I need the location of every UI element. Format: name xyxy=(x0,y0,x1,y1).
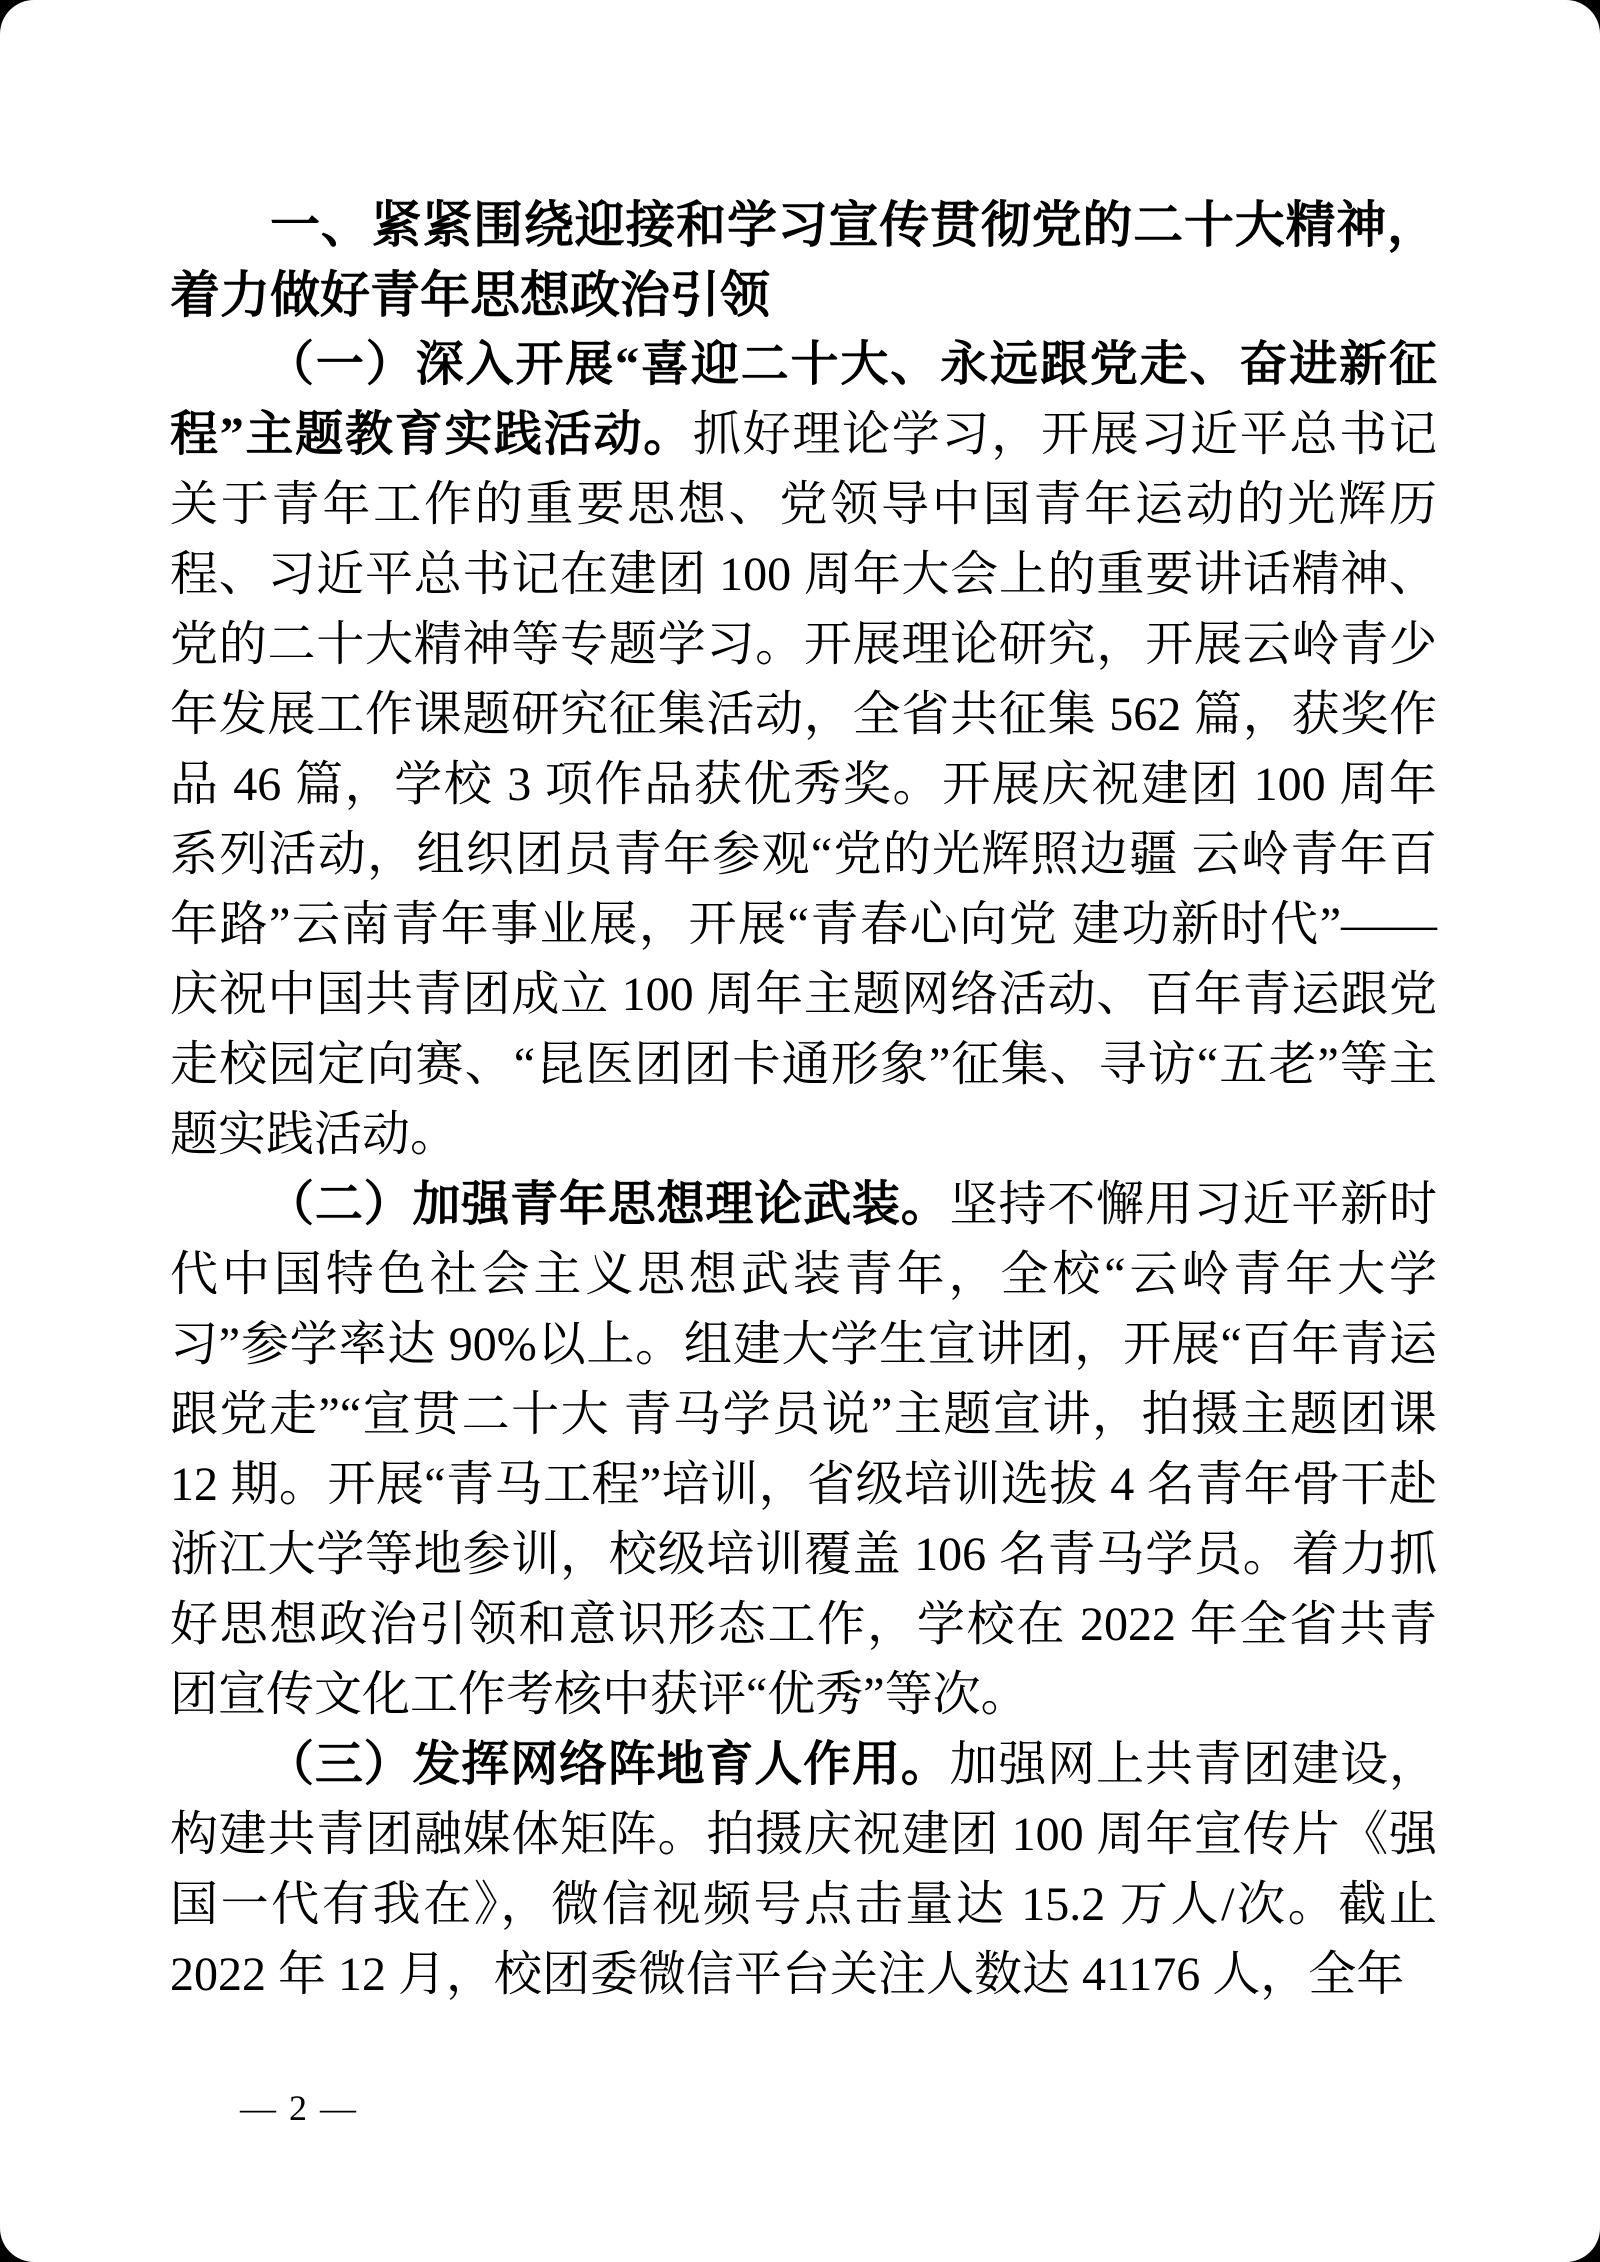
paragraph xyxy=(170,330,1437,1170)
paragraph-lead: （二）加强青年思想理论武装。 xyxy=(266,1178,950,1231)
section-heading: 一、紧紧围绕迎接和学习宣传贯彻党的二十大精神，着力做好青年思想政治引领 xyxy=(170,197,1437,323)
paragraph xyxy=(170,1730,1437,2010)
paragraph xyxy=(170,1170,1437,1730)
paragraph-text: 坚持不懈用习近平新时代中国特色社会主义思想武装青年，全校“云岭青年大学习”参学率达 90%以上。组建大学生宣讲团，开展“百年青运跟党走”“宣贯二十大 青马学员说”主题宣讲，拍摄主题团课 12 期。开展“青马工程”培训，省级培训选拔 4 名青年骨干赴浙江大学等地参训，校级培训覆盖 106 名青马学员。着力抓好思想政治引领和意识形态工作，学校在 2022 年全省共青团宣传文化工作考核中获评“优秀”等次。 xyxy=(170,1178,1437,1721)
paragraph-text: 加强网上共青团建设，构建共青团融媒体矩阵。拍摄庆祝建团 100 周年宣传片《强国一代有我在》，微信视频号点击量达 15.2 万人/次。截止 2022 年 12 月，校团委微信平台关注人数达 41176 人，全年 xyxy=(170,1738,1437,2001)
page-number: — 2 — xyxy=(240,2088,358,2128)
paragraph-text: 抓好理论学习，开展习近平总书记关于青年工作的重要思想、党领导中国青年运动的光辉历程、习近平总书记在建团 100 周年大会上的重要讲话精神、党的二十大精神等专题学习。开展理论研究，开展云岭青少年发展工作课题研究征集活动，全省共征集 562 篇，获奖作品 46 篇，学校 3 项作品获优秀奖。开展庆祝建团 100 周年系列活动，组织团员青年参观“党的光辉照边疆 云岭青年百年路”云南青年事业展，开展“青春心向党 建功新时代”——庆祝中国共青团成立 100 周年主题网络活动、百年青运跟党走校园定向赛、“昆医团团卡通形象”征集、寻访“五老”等主题实践活动。 xyxy=(170,408,1437,1161)
paragraph-lead: （一）深入开展“喜迎二十大、永远跟党走、奋进新征程”主题教育实践活动。 xyxy=(170,338,1437,461)
paragraph-lead: （三）发挥网络阵地育人作用。 xyxy=(266,1738,950,1791)
